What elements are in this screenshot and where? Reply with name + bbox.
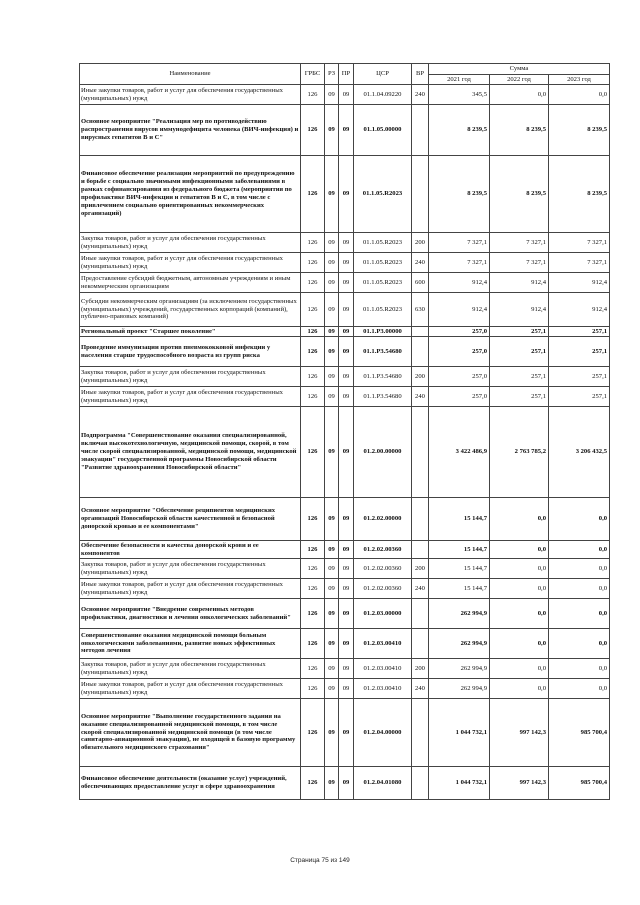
- row-2021: 257,0: [429, 327, 490, 337]
- row-vr: 200: [412, 233, 429, 253]
- row-2023: 0,0: [549, 659, 610, 679]
- row-2022: 0,0: [490, 559, 549, 579]
- col-header-2023: 2023 год: [549, 75, 610, 85]
- table-row: [80, 367, 610, 387]
- row-pr: 09: [339, 156, 354, 233]
- row-vr: [412, 498, 429, 541]
- row-csr: 01.1.05.R2023: [354, 293, 412, 327]
- col-header-csr: ЦСР: [354, 64, 412, 85]
- row-pr: 09: [339, 337, 354, 367]
- row-vr: [412, 337, 429, 367]
- row-2021: 912,4: [429, 273, 490, 293]
- table-row: [80, 559, 610, 579]
- col-header-2022: 2022 год: [490, 75, 549, 85]
- row-rz: 09: [325, 253, 339, 273]
- table-body: [80, 85, 610, 800]
- row-csr: 01.1.05.R2023: [354, 253, 412, 273]
- row-2023: 257,1: [549, 327, 610, 337]
- row-rz: 09: [325, 387, 339, 407]
- row-2023: 257,1: [549, 367, 610, 387]
- row-pr: 09: [339, 659, 354, 679]
- row-2021: 262 994,9: [429, 659, 490, 679]
- row-2022: 912,4: [490, 293, 549, 327]
- row-vr: 240: [412, 579, 429, 599]
- table-row: [80, 498, 610, 541]
- table-row: [80, 273, 610, 293]
- row-rz: 09: [325, 679, 339, 699]
- row-name: Иные закупки товаров, работ и услуг для обеспечения государственных (муниципальных) нужд: [80, 579, 301, 599]
- row-grbs: 126: [301, 233, 325, 253]
- row-rz: 09: [325, 699, 339, 767]
- table-row: [80, 679, 610, 699]
- row-name: Совершенствование оказания медицинской помощи больным онкологическими заболеваниями, развитие новых эффективных методов лечения: [80, 629, 301, 659]
- row-pr: 09: [339, 559, 354, 579]
- row-vr: [412, 327, 429, 337]
- row-grbs: 126: [301, 387, 325, 407]
- row-2021: 262 994,9: [429, 679, 490, 699]
- row-2021: 8 239,5: [429, 105, 490, 156]
- row-2021: 15 144,7: [429, 559, 490, 579]
- row-2021: 262 994,9: [429, 599, 490, 629]
- row-rz: 09: [325, 541, 339, 559]
- row-vr: [412, 105, 429, 156]
- row-2022: 0,0: [490, 579, 549, 599]
- row-csr: 01.2.03.00410: [354, 629, 412, 659]
- row-2022: 0,0: [490, 659, 549, 679]
- row-pr: 09: [339, 273, 354, 293]
- row-pr: 09: [339, 327, 354, 337]
- row-name: Предоставление субсидий бюджетным, автономным учреждениям и иным некоммерческим организациям: [80, 273, 301, 293]
- row-2023: 912,4: [549, 273, 610, 293]
- row-2023: 0,0: [549, 498, 610, 541]
- row-pr: 09: [339, 293, 354, 327]
- row-2021: 345,5: [429, 85, 490, 105]
- row-name: Основное мероприятие "Выполнение государственного задания на оказание специализированной медицинской помощи, в том числе скорой специализированной медицинской помощи (в том числе санитарно-авиационной эвакуации), не входящей в базовую программу обязательного медицинского страхования": [80, 699, 301, 767]
- row-2023: 985 700,4: [549, 699, 610, 767]
- col-header-name: Наименование: [80, 64, 301, 85]
- row-name: Иные закупки товаров, работ и услуг для обеспечения государственных (муниципальных) нужд: [80, 679, 301, 699]
- col-header-sum: Сумма: [429, 64, 610, 75]
- row-pr: 09: [339, 629, 354, 659]
- row-csr: 01.1.04.09220: [354, 85, 412, 105]
- table-header: [80, 64, 610, 85]
- row-pr: 09: [339, 498, 354, 541]
- row-2023: 985 700,4: [549, 767, 610, 800]
- row-name: Закупка товаров, работ и услуг для обеспечения государственных (муниципальных) нужд: [80, 367, 301, 387]
- row-2022: 0,0: [490, 679, 549, 699]
- row-2021: 257,0: [429, 387, 490, 407]
- table-row: [80, 629, 610, 659]
- table-row: [80, 293, 610, 327]
- row-2023: 0,0: [549, 541, 610, 559]
- row-pr: 09: [339, 407, 354, 498]
- table-row: [80, 579, 610, 599]
- row-rz: 09: [325, 659, 339, 679]
- row-vr: 600: [412, 273, 429, 293]
- row-name: Финансовое обеспечение деятельности (оказание услуг) учреждений, обеспечивающих предоставление услуг в сфере здравоохранения: [80, 767, 301, 800]
- row-csr: 01.1.05.R2023: [354, 233, 412, 253]
- table-row: [80, 105, 610, 156]
- row-grbs: 126: [301, 367, 325, 387]
- row-2021: 257,0: [429, 337, 490, 367]
- row-2021: 8 239,5: [429, 156, 490, 233]
- row-2022: 0,0: [490, 541, 549, 559]
- row-pr: 09: [339, 367, 354, 387]
- row-csr: 01.1.05.R2023: [354, 273, 412, 293]
- page-number: Страница 75 из 149: [290, 857, 350, 864]
- row-vr: 200: [412, 659, 429, 679]
- row-2022: 7 327,1: [490, 233, 549, 253]
- row-grbs: 126: [301, 337, 325, 367]
- row-grbs: 126: [301, 579, 325, 599]
- row-2021: 15 144,7: [429, 579, 490, 599]
- row-2023: 0,0: [549, 599, 610, 629]
- budget-table: [79, 63, 610, 800]
- row-csr: 01.1.P3.54680: [354, 337, 412, 367]
- row-name: Основное мероприятие "Реализация мер по противодействию распространения вирусов иммунодефицита человека (ВИЧ-инфекция) и вирусных гепатитов В и С": [80, 105, 301, 156]
- row-pr: 09: [339, 253, 354, 273]
- row-2022: 0,0: [490, 629, 549, 659]
- row-rz: 09: [325, 273, 339, 293]
- row-csr: 01.1.P3.54680: [354, 387, 412, 407]
- row-grbs: 126: [301, 498, 325, 541]
- row-csr: 01.1.P3.54680: [354, 367, 412, 387]
- table-row: [80, 327, 610, 337]
- row-2023: 912,4: [549, 293, 610, 327]
- row-grbs: 126: [301, 156, 325, 233]
- row-name: Субсидии некоммерческим организациям (за исключением государственных (муниципальных) учреждений, государственных корпораций (компаний), публично-правовых компаний): [80, 293, 301, 327]
- row-csr: 01.1.05.R2023: [354, 156, 412, 233]
- row-2022: 912,4: [490, 273, 549, 293]
- row-2023: 7 327,1: [549, 253, 610, 273]
- row-vr: [412, 699, 429, 767]
- row-csr: 01.1.05.00000: [354, 105, 412, 156]
- row-name: Обеспечение безопасности и качества донорской крови и ее компонентов: [80, 541, 301, 559]
- row-vr: [412, 407, 429, 498]
- row-csr: 01.2.02.00360: [354, 559, 412, 579]
- row-name: Региональный проект "Старшее поколение": [80, 327, 301, 337]
- row-vr: [412, 541, 429, 559]
- row-pr: 09: [339, 387, 354, 407]
- row-csr: 01.2.00.00000: [354, 407, 412, 498]
- row-2023: 8 239,5: [549, 156, 610, 233]
- row-name: Основное мероприятие "Внедрение современных методов профилактики, диагностики и лечения онкологических заболеваний": [80, 599, 301, 629]
- row-vr: 200: [412, 367, 429, 387]
- row-rz: 09: [325, 367, 339, 387]
- row-vr: [412, 767, 429, 800]
- row-csr: 01.2.02.00000: [354, 498, 412, 541]
- col-header-pr: ПР: [339, 64, 354, 85]
- table-row: [80, 407, 610, 498]
- table-row: [80, 599, 610, 629]
- row-csr: 01.2.02.00360: [354, 541, 412, 559]
- row-2021: 257,0: [429, 367, 490, 387]
- row-2022: 0,0: [490, 85, 549, 105]
- table-row: [80, 156, 610, 233]
- row-csr: 01.2.03.00000: [354, 599, 412, 629]
- table-row: [80, 85, 610, 105]
- row-2022: 8 239,5: [490, 156, 549, 233]
- row-name: Подпрограмма "Совершенствование оказания специализированной, включая высокотехнологичную, медицинской помощи, скорой, в том числе скорой специализированной, медицинской помощи, медицинской эвакуации" государственной программы Новосибирской области "Развитие здравоохранения Новосибирской области": [80, 407, 301, 498]
- col-header-grbs: ГРБС: [301, 64, 325, 85]
- row-2023: 0,0: [549, 629, 610, 659]
- row-grbs: 126: [301, 407, 325, 498]
- row-grbs: 126: [301, 659, 325, 679]
- row-vr: 200: [412, 559, 429, 579]
- row-pr: 09: [339, 599, 354, 629]
- row-rz: 09: [325, 293, 339, 327]
- row-rz: 09: [325, 559, 339, 579]
- row-2022: 257,1: [490, 367, 549, 387]
- row-rz: 09: [325, 337, 339, 367]
- row-csr: 01.2.03.00410: [354, 679, 412, 699]
- row-name: Финансовое обеспечение реализации мероприятий по предупреждению и борьбе с социально значимыми инфекционными заболеваниями в рамках софинансирования из федерального бюджета (мероприятия по профилактике ВИЧ-инфекции и гепатитов В и С, в том числе с привлечением социально ориентированных некоммерческих организаций): [80, 156, 301, 233]
- table-row: [80, 541, 610, 559]
- row-grbs: 126: [301, 629, 325, 659]
- row-rz: 09: [325, 105, 339, 156]
- row-rz: 09: [325, 767, 339, 800]
- row-2021: 3 422 486,9: [429, 407, 490, 498]
- row-name: Закупка товаров, работ и услуг для обеспечения государственных (муниципальных) нужд: [80, 233, 301, 253]
- row-pr: 09: [339, 233, 354, 253]
- row-pr: 09: [339, 85, 354, 105]
- row-csr: 01.1.P3.00000: [354, 327, 412, 337]
- row-2022: 257,1: [490, 327, 549, 337]
- row-2021: 1 044 732,1: [429, 699, 490, 767]
- row-pr: 09: [339, 699, 354, 767]
- row-2023: 3 206 432,5: [549, 407, 610, 498]
- table-row: [80, 699, 610, 767]
- row-vr: 240: [412, 679, 429, 699]
- row-name: Иные закупки товаров, работ и услуг для обеспечения государственных (муниципальных) нужд: [80, 85, 301, 105]
- row-2022: 2 763 785,2: [490, 407, 549, 498]
- row-csr: 01.2.04.01080: [354, 767, 412, 800]
- row-2023: 7 327,1: [549, 233, 610, 253]
- row-name: Основное мероприятие "Обеспечение реципиентов медицинских организаций Новосибирской области качественной и безопасной донорской кровью и ее компонентами": [80, 498, 301, 541]
- table-row: [80, 253, 610, 273]
- col-header-vr: ВР: [412, 64, 429, 85]
- row-2023: 0,0: [549, 85, 610, 105]
- row-rz: 09: [325, 599, 339, 629]
- row-pr: 09: [339, 767, 354, 800]
- row-2023: 8 239,5: [549, 105, 610, 156]
- row-2022: 997 142,3: [490, 767, 549, 800]
- table-row: [80, 233, 610, 253]
- row-2023: 0,0: [549, 579, 610, 599]
- row-csr: 01.2.02.00360: [354, 579, 412, 599]
- row-name: Иные закупки товаров, работ и услуг для обеспечения государственных (муниципальных) нужд: [80, 387, 301, 407]
- row-2022: 0,0: [490, 498, 549, 541]
- table-row: [80, 767, 610, 800]
- row-grbs: 126: [301, 85, 325, 105]
- row-vr: [412, 599, 429, 629]
- row-name: Проведение иммунизации против пневмококковой инфекции у населения старше трудоспособного возраста из групп риска: [80, 337, 301, 367]
- row-2023: 0,0: [549, 559, 610, 579]
- budget-document: [79, 63, 609, 800]
- row-2022: 8 239,5: [490, 105, 549, 156]
- row-2021: 15 144,7: [429, 498, 490, 541]
- row-csr: 01.2.04.00000: [354, 699, 412, 767]
- row-grbs: 126: [301, 293, 325, 327]
- row-pr: 09: [339, 541, 354, 559]
- row-rz: 09: [325, 498, 339, 541]
- row-name: Закупка товаров, работ и услуг для обеспечения государственных (муниципальных) нужд: [80, 659, 301, 679]
- row-vr: [412, 156, 429, 233]
- col-header-rz: РЗ: [325, 64, 339, 85]
- row-rz: 09: [325, 579, 339, 599]
- row-grbs: 126: [301, 559, 325, 579]
- row-2021: 912,4: [429, 293, 490, 327]
- row-2022: 257,1: [490, 387, 549, 407]
- row-rz: 09: [325, 156, 339, 233]
- row-grbs: 126: [301, 253, 325, 273]
- row-grbs: 126: [301, 767, 325, 800]
- row-2022: 0,0: [490, 599, 549, 629]
- row-pr: 09: [339, 105, 354, 156]
- row-pr: 09: [339, 579, 354, 599]
- row-rz: 09: [325, 327, 339, 337]
- row-2021: 262 994,9: [429, 629, 490, 659]
- col-header-2021: 2021 год: [429, 75, 490, 85]
- row-2022: 997 142,3: [490, 699, 549, 767]
- row-rz: 09: [325, 85, 339, 105]
- row-2023: 0,0: [549, 679, 610, 699]
- row-grbs: 126: [301, 541, 325, 559]
- row-2022: 257,1: [490, 337, 549, 367]
- row-pr: 09: [339, 679, 354, 699]
- row-2021: 7 327,1: [429, 253, 490, 273]
- row-2023: 257,1: [549, 387, 610, 407]
- row-vr: 240: [412, 387, 429, 407]
- row-grbs: 126: [301, 327, 325, 337]
- row-vr: 240: [412, 253, 429, 273]
- row-rz: 09: [325, 629, 339, 659]
- row-2021: 1 044 732,1: [429, 767, 490, 800]
- row-vr: 240: [412, 85, 429, 105]
- row-grbs: 126: [301, 105, 325, 156]
- row-vr: [412, 629, 429, 659]
- table-row: [80, 659, 610, 679]
- row-2021: 7 327,1: [429, 233, 490, 253]
- row-vr: 630: [412, 293, 429, 327]
- row-2023: 257,1: [549, 337, 610, 367]
- row-grbs: 126: [301, 699, 325, 767]
- table-row: [80, 337, 610, 367]
- row-grbs: 126: [301, 679, 325, 699]
- row-name: Иные закупки товаров, работ и услуг для обеспечения государственных (муниципальных) нужд: [80, 253, 301, 273]
- row-2022: 7 327,1: [490, 253, 549, 273]
- row-2021: 15 144,7: [429, 541, 490, 559]
- row-rz: 09: [325, 407, 339, 498]
- row-name: Закупка товаров, работ и услуг для обеспечения государственных (муниципальных) нужд: [80, 559, 301, 579]
- row-rz: 09: [325, 233, 339, 253]
- table-row: [80, 387, 610, 407]
- row-grbs: 126: [301, 273, 325, 293]
- row-csr: 01.2.03.00410: [354, 659, 412, 679]
- row-grbs: 126: [301, 599, 325, 629]
